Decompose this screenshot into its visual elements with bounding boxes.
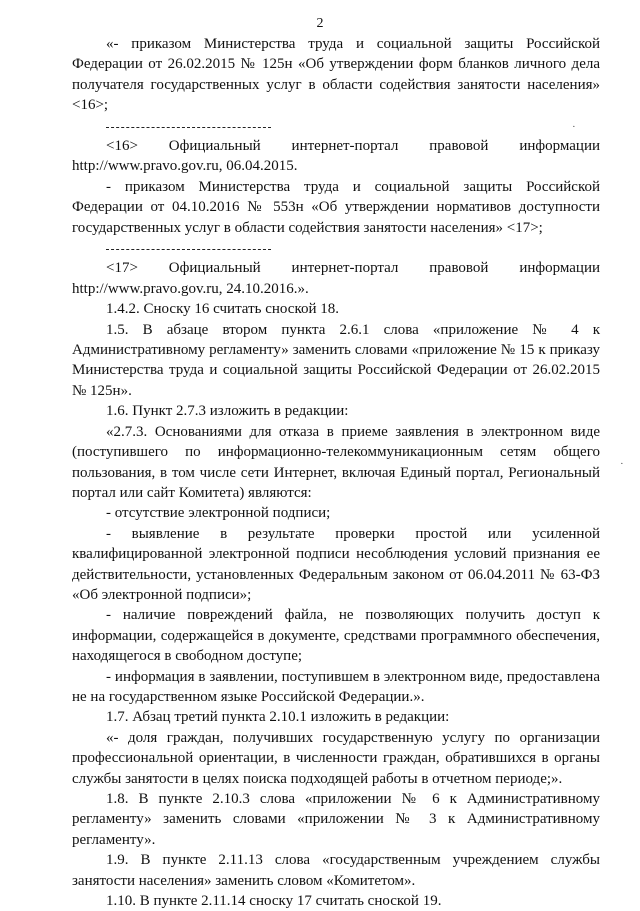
footnote-17: <17> Официальный интернет-портал правовой информации http://www.pravo.gov.ru, 24.10.2016.».	[72, 260, 600, 297]
footnote-separator	[106, 116, 600, 136]
scan-speck: ·	[620, 458, 624, 470]
paragraph-order-125n: «- приказом Министерства труда и социальной защиты Российской Федерации от 26.02.2015 № 125н «Об утверждении форм бланков личного дела получателя государственных услуг в области содействия занятости населения» <16>;	[72, 36, 600, 114]
page-number: 2	[316, 16, 324, 31]
paragraph-2-7-3: «2.7.3. Основаниями для отказа в приеме заявления в электронном виде (поступившего по информационно-телекоммуникационным сетям общего пользования, в том числе сети Интернет, включая Единый портал, Региональный портал или сайт Комитета) являются:	[72, 423, 600, 501]
list-item-no-signature: - отсутствие электронной подписи;	[106, 505, 331, 522]
paragraph-1-4-2: 1.4.2. Сноску 16 считать сноской 18.	[106, 301, 339, 318]
paragraph-1-7: 1.7. Абзац третий пункта 2.10.1 изложить в редакции:	[106, 709, 450, 726]
document-body	[72, 34, 600, 911]
paragraph-2-10-1-quote: «- доля граждан, получивших государственную услугу по организации профессиональной ориентации, в численности граждан, обратившихся в органы службы занятости в целях поиска подходящей работы в отчетном периоде;».	[72, 729, 600, 787]
footnote-separator	[106, 238, 600, 258]
list-item-file-damage: - наличие повреждений файла, не позволяющих получить доступ к информации, содержащейся в документе, средствами программного обеспечения, находящегося в свободном доступе;	[72, 607, 600, 665]
list-item-signature-invalid: - выявление в результате проверки простой или усиленной квалифицированной электронной подписи несоблюдения условий признания ее действительности, установленных Федеральным законом от 06.04.2011 № 63-ФЗ «Об электронной подписи»;	[72, 525, 600, 603]
paragraph-1-6: 1.6. Пункт 2.7.3 изложить в редакции:	[106, 403, 349, 420]
paragraph-order-553n: - приказом Министерства труда и социальной защиты Российской Федерации от 04.10.2016 № 553н «Об утверждении нормативов доступности государственных услуг в области содействия занятости населения» <17>;	[72, 178, 600, 236]
scan-speck: ·	[572, 121, 576, 133]
paragraph-1-10: 1.10. В пункте 2.11.14 сноску 17 считать сноской 19.	[106, 893, 442, 910]
paragraph-1-5: 1.5. В абзаце втором пункта 2.6.1 слова «приложение № 4 к Административному регламенту» заменить словами «приложение № 15 к приказу Министерства труда и социальной защиты Российской Федерации от 26.02.2015 № 125н».	[72, 321, 600, 399]
footnote-16: <16> Официальный интернет-портал правовой информации http://www.pravo.gov.ru, 06.04.2015.	[72, 138, 600, 175]
paragraph-1-9: 1.9. В пункте 2.11.13 слова «государственным учреждением службы занятости населения» заменить словом «Комитетом».	[72, 852, 600, 889]
paragraph-1-8: 1.8. В пункте 2.10.3 слова «приложении № 6 к Административному регламенту» заменить словами «приложении № 3 к Административному регламенту».	[72, 791, 600, 848]
list-item-language: - информация в заявлении, поступившем в электронном виде, предоставлена не на государственном языке Российской Федерации.».	[72, 668, 600, 705]
